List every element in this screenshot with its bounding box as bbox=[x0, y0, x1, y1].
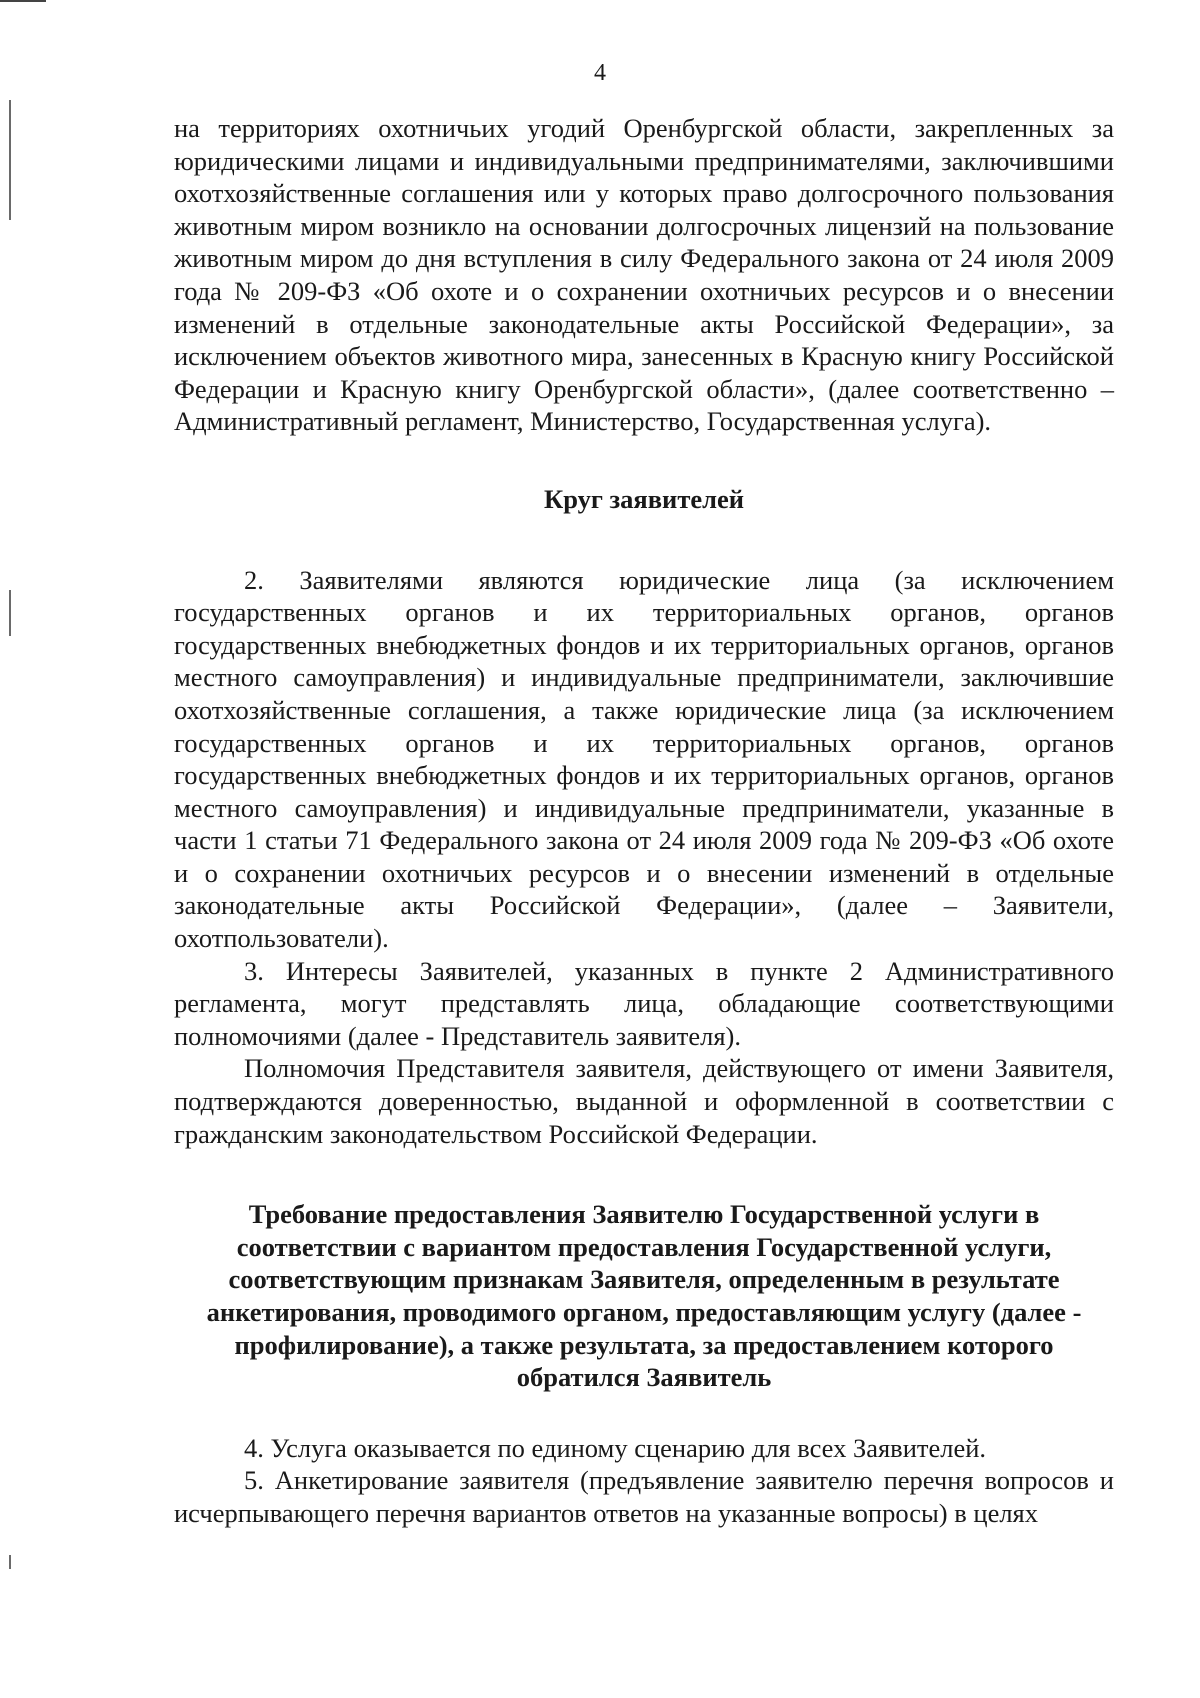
section-heading-applicants: Круг заявителей bbox=[543, 483, 744, 514]
paragraph-5: 5. Анкетирование заявителя (предъявление заявителю перечня вопросов и исчерпывающего перечня вариантов ответов на указанные вопросы) в целях bbox=[174, 1465, 1114, 1528]
intro-paragraph: на территориях охотничьих угодий Оренбургской области, закрепленных за юридическими лицами и индивидуальными предпринимателями, заключившими охотхозяйственные соглашения или у которых право долгосрочного пользования животным миром возникло на основании долгосрочных лицензий на пользование животным миром до дня вступления в силу Федерального закона от 24 июля 2009 года № 209-ФЗ «Об охоте и о сохранении охотничьих ресурсов и о внесении изменений в отдельные законодательные акты Российской Федерации», за исключением объектов животного мира, занесенных в Красную книгу Российской Федерации и Красную книгу Оренбургской области», (далее соответственно – Административный регламент, Министерство, Государственная услуга). bbox=[174, 113, 1114, 437]
heading-line: Требование предоставления Заявителю Государственной услуги в bbox=[248, 1199, 1040, 1230]
page-number: 4 bbox=[594, 60, 606, 86]
paragraph-2: 2. Заявителями являются юридические лица (за исключением государственных органов и их территориальных органов, органов государственных внебюджетных фондов и их территориальных органов, органов местного самоуправления) и индивидуальные предприниматели, заключившие охотхозяйственные соглашения, а также юридические лица (за исключением государственных органов и их территориальных органов, органов государственных внебюджетных фондов и их территориальных органов, органов местного самоуправления) и индивидуальные предприниматели, указанные в части 1 статьи 71 Федерального закона от 24 июля 2009 года № 209-ФЗ «Об охоте и о сохранении охотничьих ресурсов и о внесении изменений в отдельные законодательные акты Российской Федерации», (далее – Заявители, охотпользователи). bbox=[174, 564, 1114, 954]
paragraph-3-authority: Полномочия Представителя заявителя, действующего от имени Заявителя, подтверждаются доверенностью, выданной и оформленной в соответствии с гражданским законодательством Российской Федерации. bbox=[174, 1053, 1114, 1149]
section-heading-requirement bbox=[174, 1198, 1114, 1394]
scan-margin-mark bbox=[9, 1555, 11, 1569]
heading-line: обратился Заявитель bbox=[516, 1362, 772, 1393]
document-body bbox=[174, 112, 1114, 1530]
scan-corner-mark bbox=[0, 0, 46, 2]
heading-line: анкетирования, проводимого органом, предоставляющим услугу (далее - bbox=[206, 1297, 1082, 1327]
heading-line: соответствующим признакам Заявителя, определенным в результате bbox=[228, 1264, 1060, 1295]
paragraph-4: 4. Услуга оказывается по единому сценарию для всех Заявителей. bbox=[244, 1432, 987, 1463]
heading-line: соответствии с вариантом предоставления Государственной услуги, bbox=[236, 1231, 1052, 1262]
scan-margin-mark bbox=[9, 100, 11, 220]
scan-margin-mark bbox=[9, 590, 11, 636]
heading-line: профилирование), а также результата, за предоставлением которого bbox=[234, 1329, 1054, 1360]
paragraph-3: 3. Интересы Заявителей, указанных в пункте 2 Административного регламента, могут представлять лица, обладающие соответствующими полномочиями (далее - Представитель заявителя). bbox=[174, 955, 1114, 1051]
